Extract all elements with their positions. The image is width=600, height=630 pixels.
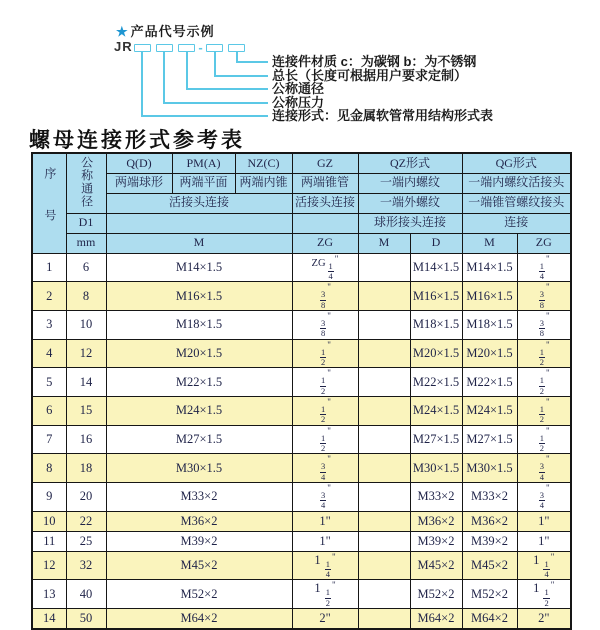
- header-connection: 连接: [462, 213, 571, 233]
- cell-qg-zg: $\frac{3}{4}$ ": [517, 483, 571, 512]
- table-row: [32, 396, 571, 425]
- cell-m-thread: M14×1.5: [106, 253, 292, 282]
- header-ends-ball: 两端球形: [106, 173, 172, 193]
- cell-dn-mm: 8: [66, 282, 106, 311]
- cell-gz-zg: 1": [292, 511, 358, 531]
- cell-dn-mm: 18: [66, 454, 106, 483]
- header-ends-taper: 两端锥管: [292, 173, 358, 193]
- connector-line: [163, 102, 268, 104]
- cell-gz-zg: $\frac{3}{4}$ ": [292, 483, 358, 512]
- header-row-ends: [32, 173, 571, 193]
- cell-qz-d: M52×2: [410, 580, 462, 609]
- header-form-gz: GZ: [292, 153, 358, 173]
- cell-m-thread: M52×2: [106, 580, 292, 609]
- cell-qg-m: M52×2: [462, 580, 517, 609]
- cell-serial: 13: [32, 580, 66, 609]
- cell-m-thread: M36×2: [106, 511, 292, 531]
- cell-qz-m: [358, 339, 410, 368]
- cell-m-thread: M64×2: [106, 609, 292, 629]
- cell-serial: 3: [32, 310, 66, 339]
- connector-line: [141, 52, 143, 117]
- cell-gz-zg: $\frac{1}{2}$ ": [292, 425, 358, 454]
- connector-line: [186, 52, 188, 90]
- connector-line: [163, 52, 165, 104]
- connector-line: [141, 115, 268, 117]
- cell-serial: 5: [32, 368, 66, 397]
- header-ends-flat: 两端平面: [172, 173, 235, 193]
- table-row: [32, 580, 571, 609]
- cell-serial: 12: [32, 551, 66, 580]
- header-thread-qz-d: D: [410, 233, 462, 253]
- code-example-heading: [116, 21, 215, 40]
- cell-qz-m: [358, 531, 410, 551]
- connector-line: [236, 61, 268, 63]
- cell-qz-m: [358, 551, 410, 580]
- cell-dn-mm: 16: [66, 425, 106, 454]
- cell-qz-d: M22×1.5: [410, 368, 462, 397]
- header-d1: D1: [66, 213, 106, 233]
- code-label-pressure: 公称压力: [272, 95, 325, 110]
- code-label-connection: 连接形式：见金属软管常用结构形式表: [272, 108, 494, 123]
- header-form-nzc: NZ(C): [235, 153, 292, 173]
- cell-qg-m: M18×1.5: [462, 310, 517, 339]
- header-row-forms: [32, 153, 571, 173]
- cell-qz-m: [358, 483, 410, 512]
- header-row-connection: [32, 193, 571, 213]
- code-label-length: 总长（长度可根据用户要求定制）: [272, 68, 468, 83]
- table-row: [32, 483, 571, 512]
- cell-qz-d: M64×2: [410, 609, 462, 629]
- code-prefix: JR: [114, 39, 133, 54]
- cell-serial: 6: [32, 396, 66, 425]
- cell-qz-d: M16×1.5: [410, 282, 462, 311]
- table-body: [32, 253, 571, 629]
- cell-qg-zg: 2": [517, 609, 571, 629]
- cell-dn-mm: 20: [66, 483, 106, 512]
- cell-serial: 8: [32, 454, 66, 483]
- cell-dn-mm: 6: [66, 253, 106, 282]
- header-row-d1: [32, 213, 571, 233]
- cell-qg-m: M33×2: [462, 483, 517, 512]
- cell-qg-m: M22×1.5: [462, 368, 517, 397]
- cell-qz-m: [358, 425, 410, 454]
- header-thread-m: M: [106, 233, 292, 253]
- table-row: [32, 454, 571, 483]
- product-code-diagram: [0, 0, 600, 125]
- cell-m-thread: M27×1.5: [106, 425, 292, 454]
- header-ends-internal-thread: 一端内螺纹: [358, 173, 462, 193]
- header-thread-qg-m: M: [462, 233, 517, 253]
- table-row: [32, 609, 571, 629]
- cell-qz-d: M20×1.5: [410, 339, 462, 368]
- header-ball-joint-connection: 球形接头连接: [358, 213, 462, 233]
- cell-gz-zg: 2": [292, 609, 358, 629]
- cell-qg-zg: $\frac{1}{2}$ ": [517, 396, 571, 425]
- cell-dn-mm: 50: [66, 609, 106, 629]
- cell-qz-m: [358, 310, 410, 339]
- header-thread-zg: ZG: [292, 233, 358, 253]
- table-row: [32, 551, 571, 580]
- cell-qz-d: M45×2: [410, 551, 462, 580]
- cell-dn-mm: 22: [66, 511, 106, 531]
- header-form-pma: PM(A): [172, 153, 235, 173]
- cell-qg-zg: 1": [517, 531, 571, 551]
- cell-serial: 14: [32, 609, 66, 629]
- cell-qz-d: M27×1.5: [410, 425, 462, 454]
- cell-qg-zg: $\frac{1}{2}$ ": [517, 339, 571, 368]
- header-unit-mm: mm: [66, 233, 106, 253]
- cell-qz-d: M24×1.5: [410, 396, 462, 425]
- header-empty: [106, 213, 292, 233]
- cell-gz-zg: $\frac{1}{2}$ ": [292, 339, 358, 368]
- code-box-5: [228, 44, 245, 52]
- table-row: [32, 253, 571, 282]
- star-icon: ★: [116, 24, 129, 39]
- header-union-connection: 活接头连接: [106, 193, 292, 213]
- cell-qz-m: [358, 511, 410, 531]
- cell-gz-zg: 1 $\frac{1}{4}$ ": [292, 551, 358, 580]
- cell-serial: 9: [32, 483, 66, 512]
- cell-serial: 11: [32, 531, 66, 551]
- cell-gz-zg: 1 $\frac{1}{2}$ ": [292, 580, 358, 609]
- cell-m-thread: M16×1.5: [106, 282, 292, 311]
- cell-gz-zg: $\frac{3}{4}$ ": [292, 454, 358, 483]
- cell-qg-m: M14×1.5: [462, 253, 517, 282]
- cell-qz-d: M39×2: [410, 531, 462, 551]
- cell-qg-zg: $\frac{3}{8}$ ": [517, 310, 571, 339]
- cell-gz-zg: 1": [292, 531, 358, 551]
- cell-qg-m: M16×1.5: [462, 282, 517, 311]
- cell-dn-mm: 40: [66, 580, 106, 609]
- code-boxes: [134, 40, 245, 55]
- table-row: [32, 368, 571, 397]
- cell-m-thread: M33×2: [106, 483, 292, 512]
- cell-qz-m: [358, 282, 410, 311]
- table-row: [32, 511, 571, 531]
- cell-qz-d: M33×2: [410, 483, 462, 512]
- cell-dn-mm: 10: [66, 310, 106, 339]
- header-form-qd: Q(D): [106, 153, 172, 173]
- cell-dn-mm: 25: [66, 531, 106, 551]
- cell-qg-m: M45×2: [462, 551, 517, 580]
- table-row: [32, 310, 571, 339]
- table-row: [32, 282, 571, 311]
- table-row: [32, 425, 571, 454]
- table-row: [32, 531, 571, 551]
- code-label-material: 连接件材质 c：为碳钢 b：为不锈钢: [272, 54, 477, 69]
- cell-qg-m: M39×2: [462, 531, 517, 551]
- cell-serial: 7: [32, 425, 66, 454]
- table-row: [32, 339, 571, 368]
- code-separator: -: [198, 40, 203, 55]
- code-box-2: [156, 44, 173, 52]
- header-ends-cone: 两端内锥: [235, 173, 292, 193]
- header-row-units: [32, 233, 571, 253]
- connector-line: [214, 75, 268, 77]
- cell-qg-m: M30×1.5: [462, 454, 517, 483]
- cell-m-thread: M22×1.5: [106, 368, 292, 397]
- header-external-thread: 一端外螺纹: [358, 193, 462, 213]
- cell-qg-zg: $\frac{1}{4}$ ": [517, 253, 571, 282]
- cell-qg-m: M27×1.5: [462, 425, 517, 454]
- header-form-qg: QG形式: [462, 153, 571, 173]
- cell-qz-m: [358, 368, 410, 397]
- page-title: 螺母连接形式参考表: [29, 128, 245, 152]
- cell-qg-m: M64×2: [462, 609, 517, 629]
- cell-qz-m: [358, 609, 410, 629]
- header-form-qz: QZ形式: [358, 153, 462, 173]
- code-example-title: 产品代号示例: [130, 24, 215, 39]
- cell-dn-mm: 15: [66, 396, 106, 425]
- cell-dn-mm: 14: [66, 368, 106, 397]
- header-taper-thread-joint: 一端锥管螺纹接头: [462, 193, 571, 213]
- cell-qg-m: M24×1.5: [462, 396, 517, 425]
- code-label-diameter: 公称通径: [272, 81, 325, 96]
- reference-table: [31, 152, 572, 630]
- header-union-connection-gz: 活接头连接: [292, 193, 358, 213]
- cell-qz-m: [358, 454, 410, 483]
- cell-qg-zg: $\frac{3}{4}$ ": [517, 454, 571, 483]
- cell-qg-zg: $\frac{1}{2}$ ": [517, 425, 571, 454]
- table-header: [32, 153, 571, 253]
- cell-gz-zg: $\frac{1}{2}$ ": [292, 368, 358, 397]
- cell-serial: 2: [32, 282, 66, 311]
- connector-line: [186, 88, 268, 90]
- cell-qz-m: [358, 580, 410, 609]
- header-empty: [292, 213, 358, 233]
- header-thread-qz-m: M: [358, 233, 410, 253]
- cell-m-thread: M20×1.5: [106, 339, 292, 368]
- header-serial: 序号: [32, 153, 66, 253]
- cell-gz-zg: ZG $\frac{1}{4}$ ": [292, 253, 358, 282]
- cell-m-thread: M30×1.5: [106, 454, 292, 483]
- cell-gz-zg: $\frac{1}{2}$ ": [292, 396, 358, 425]
- cell-serial: 10: [32, 511, 66, 531]
- cell-gz-zg: $\frac{3}{8}$ ": [292, 310, 358, 339]
- cell-qz-d: M36×2: [410, 511, 462, 531]
- code-box-3: [178, 44, 195, 52]
- cell-serial: 4: [32, 339, 66, 368]
- code-box-4: [206, 44, 223, 52]
- cell-qg-zg: 1 $\frac{1}{2}$ ": [517, 580, 571, 609]
- cell-qg-m: M20×1.5: [462, 339, 517, 368]
- cell-qg-zg: $\frac{3}{8}$ ": [517, 282, 571, 311]
- cell-qz-m: [358, 396, 410, 425]
- header-ends-union: 一端内螺纹活接头: [462, 173, 571, 193]
- header-nominal-diameter: 公称通径: [66, 153, 106, 213]
- cell-qg-m: M36×2: [462, 511, 517, 531]
- cell-qz-d: M30×1.5: [410, 454, 462, 483]
- cell-qz-d: M14×1.5: [410, 253, 462, 282]
- cell-qg-zg: 1 $\frac{1}{4}$ ": [517, 551, 571, 580]
- cell-dn-mm: 12: [66, 339, 106, 368]
- cell-gz-zg: $\frac{3}{8}$ ": [292, 282, 358, 311]
- cell-qz-m: [358, 253, 410, 282]
- code-box-1: [134, 44, 151, 52]
- cell-serial: 1: [32, 253, 66, 282]
- cell-qg-zg: 1": [517, 511, 571, 531]
- cell-qz-d: M18×1.5: [410, 310, 462, 339]
- cell-m-thread: M18×1.5: [106, 310, 292, 339]
- cell-m-thread: M24×1.5: [106, 396, 292, 425]
- connector-line: [214, 52, 216, 77]
- cell-dn-mm: 32: [66, 551, 106, 580]
- cell-qg-zg: $\frac{1}{2}$ ": [517, 368, 571, 397]
- cell-m-thread: M45×2: [106, 551, 292, 580]
- header-thread-qg-zg: ZG: [517, 233, 571, 253]
- cell-m-thread: M39×2: [106, 531, 292, 551]
